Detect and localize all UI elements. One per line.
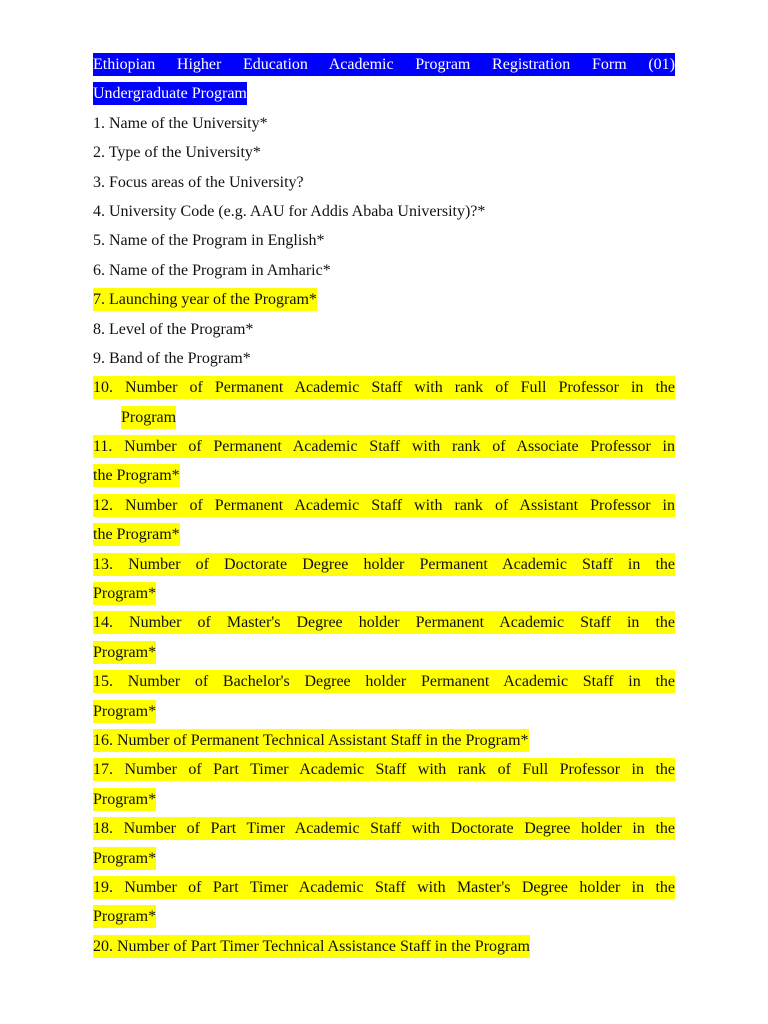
item-text: Program*	[93, 905, 156, 928]
list-item-continuation	[93, 697, 675, 726]
item-text: 4. University Code (e.g. AAU for Addis Ababa University)?*	[93, 202, 486, 220]
item-text: 19. Number of Part Timer Academic Staff with Master's Degree holder in the	[93, 876, 675, 899]
item-text: 7. Launching year of the Program*	[93, 288, 317, 311]
list-item	[93, 608, 675, 637]
form-title-line-2	[93, 79, 675, 108]
item-text: 16. Number of Permanent Technical Assistant Staff in the Program*	[93, 729, 529, 752]
list-item	[93, 109, 675, 138]
list-item	[93, 873, 675, 902]
form-subtitle: Undergraduate Program	[93, 82, 247, 105]
item-text: 14. Number of Master's Degree holder Permanent Academic Staff in the	[93, 611, 675, 634]
list-item-continuation	[93, 844, 675, 873]
list-item-continuation	[93, 520, 675, 549]
item-text: 5. Name of the Program in English*	[93, 232, 325, 250]
list-item-continuation	[93, 403, 675, 432]
item-text: 18. Number of Part Timer Academic Staff with Doctorate Degree holder in the	[93, 817, 675, 840]
item-text: 2. Type of the University*	[93, 144, 261, 162]
list-item	[93, 344, 675, 373]
list-item	[93, 226, 675, 255]
item-text: Program*	[93, 641, 156, 664]
list-item-continuation	[93, 785, 675, 814]
form-title-line-1	[93, 50, 675, 79]
item-text: 3. Focus areas of the University?	[93, 173, 304, 191]
form-title: Ethiopian Higher Education Academic Program Registration Form (01)	[93, 53, 675, 76]
list-item-continuation	[93, 902, 675, 931]
item-text: 1. Name of the University*	[93, 114, 268, 132]
document-page	[93, 50, 675, 961]
item-text: 8. Level of the Program*	[93, 320, 254, 338]
item-text: Program*	[93, 582, 156, 605]
list-item	[93, 667, 675, 696]
list-item	[93, 256, 675, 285]
list-item	[93, 197, 675, 226]
item-text: the Program*	[93, 464, 180, 487]
item-text: 13. Number of Doctorate Degree holder Permanent Academic Staff in the	[93, 553, 675, 576]
item-text: 12. Number of Permanent Academic Staff with rank of Assistant Professor in	[93, 494, 675, 517]
list-item-continuation	[93, 638, 675, 667]
list-item	[93, 138, 675, 167]
list-item	[93, 432, 675, 461]
list-item	[93, 755, 675, 784]
item-text: 15. Number of Bachelor's Degree holder Permanent Academic Staff in the	[93, 670, 675, 693]
list-item	[93, 726, 675, 755]
item-text: 20. Number of Part Timer Technical Assistance Staff in the Program	[93, 935, 530, 958]
list-item-continuation	[93, 461, 675, 490]
item-text: Program	[121, 406, 176, 429]
item-text: Program*	[93, 788, 156, 811]
list-item	[93, 373, 675, 402]
item-text: the Program*	[93, 523, 180, 546]
list-item	[93, 932, 675, 961]
list-item	[93, 491, 675, 520]
item-text: 11. Number of Permanent Academic Staff with rank of Associate Professor in	[93, 435, 675, 458]
list-item	[93, 814, 675, 843]
list-item	[93, 315, 675, 344]
list-item	[93, 550, 675, 579]
list-item-continuation	[93, 579, 675, 608]
item-text: 9. Band of the Program*	[93, 349, 251, 367]
item-text: 10. Number of Permanent Academic Staff with rank of Full Professor in the	[93, 376, 675, 399]
item-text: 6. Name of the Program in Amharic*	[93, 261, 331, 279]
list-item	[93, 285, 675, 314]
list-item	[93, 168, 675, 197]
item-text: Program*	[93, 700, 156, 723]
item-text: Program*	[93, 847, 156, 870]
item-text: 17. Number of Part Timer Academic Staff with rank of Full Professor in the	[93, 758, 675, 781]
